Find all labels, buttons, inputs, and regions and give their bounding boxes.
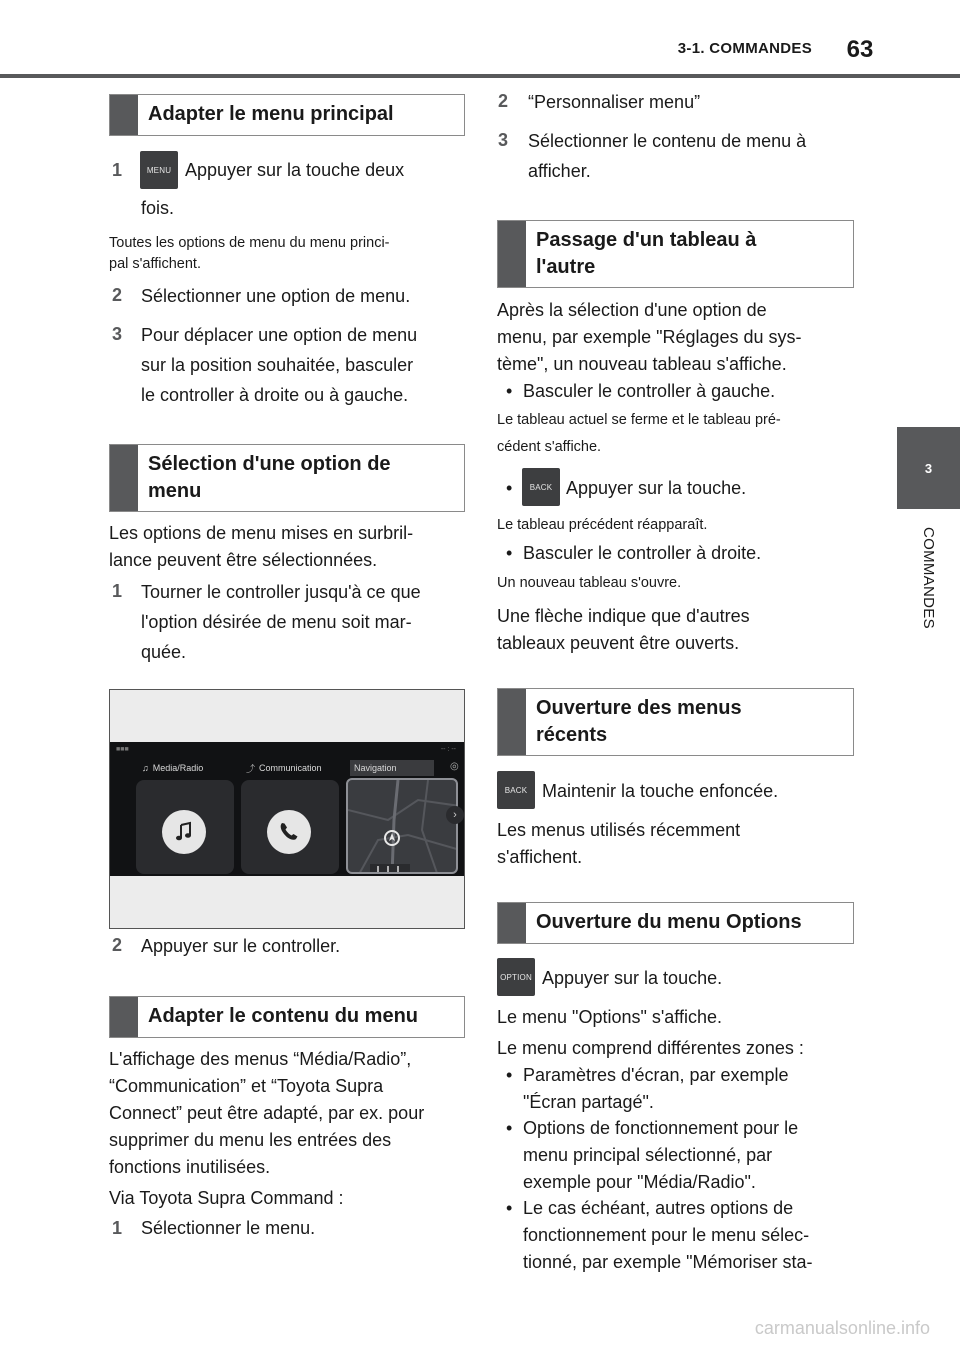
bullet-text: tionné, par exemple "Mémoriser sta- [523,1252,813,1272]
bullet-text: Basculer le controller à gauche. [523,381,776,401]
body-text: Le menu "Options" s'affiche. [497,1007,723,1027]
body-text: L'affichage des menus “Média/Radio”, [109,1049,412,1069]
body-text: tableaux peuvent être ouverts. [497,633,740,653]
tile-label: Navigation [354,763,397,773]
note-text: Un nouveau tableau s'ouvre. [497,575,682,591]
section-title-text: Adapter le menu principal [148,103,394,125]
clock-icon: -- : -- [440,746,456,753]
step-text: quée. [141,642,187,662]
step-text: Sélectionner le menu. [141,1218,316,1238]
bullet-icon: • [506,1118,513,1138]
infotainment-screen [110,742,465,876]
bullet-icon: • [506,381,513,401]
bullet-text: Basculer le controller à droite. [523,543,762,563]
section-header-recents [497,688,854,756]
body-text: tème", un nouveau tableau s'affiche. [497,354,787,374]
screen-illustration [109,689,465,929]
bullet-text: menu principal sélectionné, par [523,1145,773,1165]
tile-header-media[interactable] [138,760,234,776]
phone-icon: ⤴ [246,763,256,774]
step-text: sur la position souhaitée, basculer [141,355,414,375]
step-number: 3 [498,130,509,150]
bullet-icon: • [506,1198,513,1218]
tile-header-communication[interactable] [242,760,342,776]
media-card[interactable] [136,780,234,874]
body-text: “Communication” et “Toyota Supra [109,1076,384,1096]
watermark: carmanualsonline.info [754,1318,930,1338]
bullet-text: Appuyer sur la touche. [566,478,747,498]
section-title-text: Ouverture du menu Options [536,911,802,933]
bullet-text: "Écran partagé". [523,1092,654,1112]
step-text: Appuyer sur la touche deux [185,160,405,180]
bullet-text: exemple pour "Média/Radio". [523,1172,756,1192]
step-number: 1 [112,1218,123,1238]
option-key-icon: OPTION [497,958,535,996]
section-bar [110,445,138,511]
step-text: fois. [141,198,175,218]
section-header-contenu [109,996,465,1038]
bullet-text: fonctionnement pour le menu sélec- [523,1225,810,1245]
tile-label: Media/Radio [152,763,204,773]
bullet-text: Paramètres d'écran, par exemple [523,1065,789,1085]
step-text: Sélectionner le contenu de menu à [528,131,807,151]
body-text: menu, par exemple "Réglages du sys- [497,327,802,347]
note-text: Toutes les options de menu du menu princi- [109,235,390,251]
section-bar [498,221,526,287]
body-text: lance peuvent être sélectionnées. [109,550,378,570]
bullet-icon: • [506,543,513,563]
header-rule [0,74,960,78]
bullet-icon: • [506,1065,513,1085]
section-title-text: Passage d'un tableau à l'autre [536,229,757,278]
step-text: Sélectionner une option de menu. [141,286,411,306]
bullet-icon: • [506,478,513,498]
step-text: l'option désirée de menu soit mar- [141,612,412,632]
map-icon [348,780,458,874]
step-number: 2 [112,935,123,955]
section-title-text: Adapter le contenu du menu [148,1005,419,1027]
section-header-adapter-menu [109,94,465,136]
section-bar [498,689,526,755]
tile-label: Communication [259,763,322,773]
back-key-icon: BACK [522,468,560,506]
body-text: Une flèche indique que d'autres [497,606,750,626]
body-text: fonctions inutilisées. [109,1157,271,1177]
step-text: Appuyer sur le controller. [141,936,341,956]
chapter-tab[interactable] [897,427,960,509]
body-text: Connect” peut être adapté, par ex. pour [109,1103,425,1123]
page-number: 63 [846,36,874,63]
chapter-label-text: COMMANDES [920,527,937,629]
step-text: le controller à droite ou à gauche. [141,385,409,405]
step-text: Tourner le controller jusqu'à ce que [141,582,421,602]
step-text: “Personnaliser menu” [528,92,701,112]
body-text: Les menus utilisés récemment [497,820,741,840]
chapter-label [897,509,960,689]
body-text: Le menu comprend différentes zones : [497,1038,804,1058]
phone-circle-icon [267,810,311,854]
bullet-text: Options de fonctionnement pour le [523,1118,799,1138]
step-number: 3 [112,324,123,344]
music-note-icon: ♫ [142,763,149,773]
section-bar [110,95,138,135]
tile-header-navigation[interactable] [350,760,434,776]
note-text: pal s'affichent. [109,256,201,272]
section-bar [498,903,526,943]
body-text: Maintenir la touche enfoncée. [542,781,779,801]
bullet-text: Le cas échéant, autres options de [523,1198,794,1218]
note-text: Le tableau précédent réapparaît. [497,517,708,533]
step-text: Pour déplacer une option de menu [141,325,418,345]
back-key-icon: BACK [497,771,535,809]
body-text: Appuyer sur la touche. [542,968,723,988]
section-header-selection [109,444,465,512]
section-title-text: Sélection d'une option de menu [148,453,391,502]
step-text: afficher. [528,161,591,181]
navigation-card[interactable] [346,778,458,874]
body-text: supprimer du menu les entrées des [109,1130,392,1150]
step-number: 2 [498,91,509,111]
note-text: cédent s'affiche. [497,439,602,455]
section-title: 3-1. COMMANDES [677,40,812,57]
globe-icon: ◎ [450,761,459,772]
section-header-options [497,902,854,944]
step-number: 1 [112,581,123,601]
section-title-text: Ouverture des menus récents [536,697,742,746]
status-dots-icon: ■■■ [116,746,129,753]
body-text: Les options de menu mises en surbril- [109,523,414,543]
music-circle-icon [162,810,206,854]
chevron-right-icon[interactable]: › [446,806,464,824]
section-bar [110,997,138,1037]
body-text: Après la sélection d'une option de [497,300,767,320]
chapter-number: 3 [924,461,933,476]
step-number: 1 [112,160,123,180]
body-text: s'affichent. [497,847,583,867]
communication-card[interactable] [241,780,339,874]
body-text: Via Toyota Supra Command : [109,1188,344,1208]
note-text: Le tableau actuel se ferme et le tableau pré- [497,412,781,428]
step-number: 2 [112,285,123,305]
menu-key-icon: MENU [140,151,178,189]
section-header-passage [497,220,854,288]
